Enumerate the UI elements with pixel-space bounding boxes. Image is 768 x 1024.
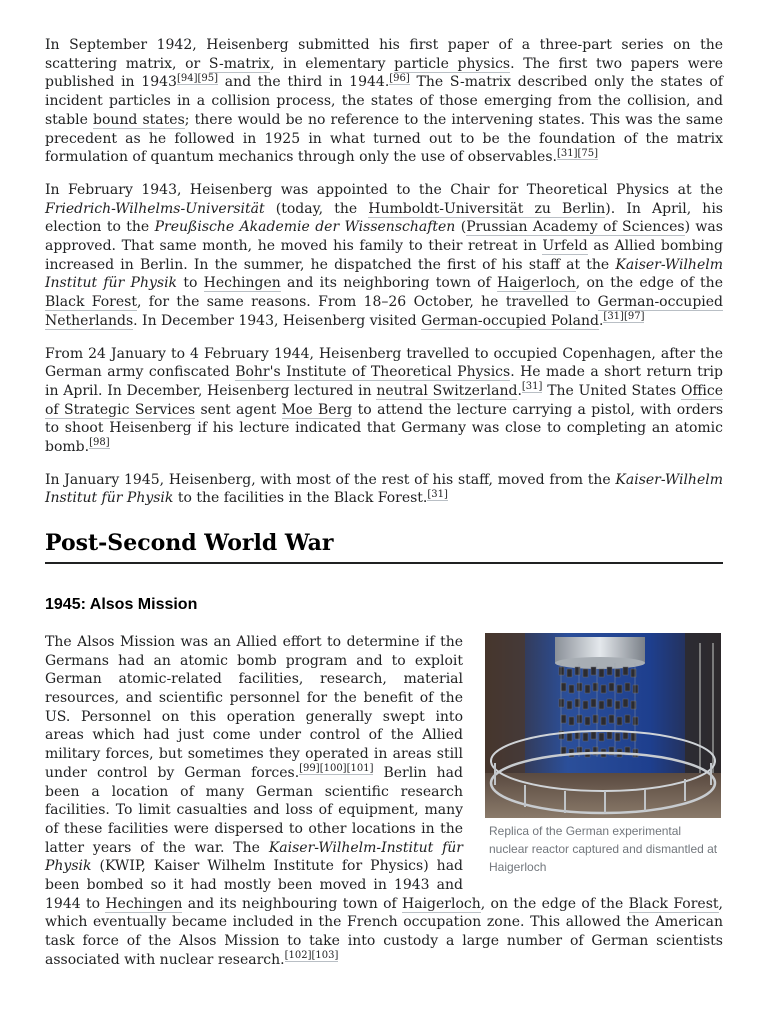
- link-humboldt-universitat[interactable]: Humboldt-Universität zu Berlin: [368, 200, 606, 217]
- link-hechingen[interactable]: Hechingen: [203, 275, 281, 292]
- link-moe-berg[interactable]: Moe Berg: [281, 401, 353, 418]
- citation-98[interactable]: [98]: [89, 437, 110, 449]
- citation-101[interactable]: [101]: [346, 763, 374, 775]
- paragraph-4: In January 1945, Heisenberg, with most of the rest of his staff, moved from the Kaiser-Wilhelm Institut für Physik to the facilities in the Black Forest.[31]: [45, 471, 723, 507]
- paragraph-1: In September 1942, Heisenberg submitted his first paper of a three-part series on the scattering matrix, or S-matrix, in elementary particle physics. The first two papers were published in 1943[94][95] and the third in 1944.[96] The S-matrix described only the states of incident particles in a collision process, the states of those emerging from the collision, and stable bound states; there would be no reference to the intervening states. This was the same precedent as he followed in 1925 in what turned out to be the foundation of the matrix formulation of quantum mechanics through only the use of observables.[31][75]: [45, 37, 724, 166]
- figure-caption: Replica of the German experimental nuclear reactor captured and dismantled at Haigerloch: [489, 823, 718, 874]
- link-hechingen[interactable]: Hechingen: [105, 895, 183, 912]
- citation-97[interactable]: [97]: [623, 311, 645, 323]
- article-body: [45, 36, 723, 984]
- citation-95[interactable]: [95]: [197, 72, 218, 84]
- citation-96[interactable]: [96]: [389, 72, 410, 84]
- link-urfeld[interactable]: Urfeld: [542, 238, 588, 255]
- reactor-replica-image[interactable]: [485, 633, 721, 818]
- link-bound-states[interactable]: bound states: [93, 111, 185, 128]
- link-neutral-switzerland[interactable]: neutral Switzerland: [376, 382, 518, 399]
- citation-94[interactable]: [94]: [176, 72, 198, 84]
- link-bohr-institute[interactable]: Bohr's Institute of Theoretical Physics: [235, 364, 511, 381]
- link-haigerloch[interactable]: Haigerloch: [402, 895, 481, 912]
- citation-102[interactable]: [102]: [284, 950, 312, 962]
- citation-103[interactable]: [103]: [311, 950, 339, 962]
- link-german-occupied-netherlands[interactable]: German-occupied Netherlands: [45, 294, 723, 329]
- link-prussian-academy[interactable]: Prussian Academy of Sciences: [466, 219, 685, 236]
- link-office-of-strategic-services[interactable]: Office of Strategic Services: [45, 382, 723, 418]
- link-black-forest[interactable]: Black Forest: [628, 895, 719, 912]
- citation-99[interactable]: [99]: [299, 763, 320, 775]
- paragraph-5: The Alsos Mission was an Allied effort to determine if the Germans had an atomic bomb program and to exploit German atomic-related facilities, research, material resources, and scientific personnel for the benefit of the US. Personnel on this operation generally swept into areas which had just come under control of the Allied military forces, but sometimes they operated in areas still under control by German forces.[99][100][101] Berlin had been a location of many German scientific research facilities. To limit casualties and loss of equipment, many of these facilities were dispersed to other locations in the latter years of the war. The Kaiser-Wilhelm-Institut für Physik (KWIP, Kaiser Wilhelm Institute for Physics) had been bombed so it had mostly been moved in 1943 and 1944 to Hechingen and its neighbouring town of Haigerloch, on the edge of the Black Forest, which eventually became included in the French occupation zone. This allowed the American task force of the Alsos Mission to take into custody a large number of German scientists associated with nuclear research.[102][103]: [45, 633, 723, 968]
- link-german-occupied-poland[interactable]: German-occupied Poland: [421, 312, 599, 329]
- citation-100[interactable]: [100]: [319, 763, 347, 775]
- citation-31[interactable]: [31]: [521, 381, 543, 393]
- citation-31[interactable]: [31]: [556, 147, 578, 159]
- citation-75[interactable]: [75]: [577, 147, 599, 159]
- link-black-forest[interactable]: Black Forest: [45, 294, 137, 311]
- link-s-matrix[interactable]: S-matrix: [208, 55, 271, 72]
- paragraph-2: In February 1943, Heisenberg was appointed to the Chair for Theoretical Physics at the Friedrich-Wilhelms-Universität (today, the Humboldt-Universität zu Berlin). In April, his election to the Preußische Akademie der Wissenschaften (Prussian Academy of Sciences) was approved. That same month, he moved his family to their retreat in Urfeld as Allied bombing increased in Berlin. In the summer, he dispatched the first of his staff at the Kaiser-Wilhelm Institut für Physik to Hechingen and its neighboring town of Haigerloch, on the edge of the Black Forest, for the same reasons. From 18–26 October, he travelled to German-occupied Netherlands. In December 1943, Heisenberg visited German-occupied Poland.[31][97]: [45, 181, 724, 329]
- link-haigerloch[interactable]: Haigerloch: [497, 275, 576, 292]
- reactor-photo-illustration: [485, 633, 721, 818]
- citation-31[interactable]: [31]: [603, 311, 624, 323]
- paragraph-3: From 24 January to 4 February 1944, Heisenberg travelled to occupied Copenhagen, after the German army confiscated Bohr's Institute of Theoretical Physics. He made a short return trip in April. In December, Heisenberg lectured in neutral Switzerland.[31] The United States Office of Strategic Services sent agent Moe Berg to attend the lecture carrying a pistol, with orders to shoot Heisenberg if his lecture indicated that Germany was close to completing an atomic bomb.[98]: [45, 345, 724, 456]
- reactor-figure: [485, 633, 723, 876]
- section-heading: Post-Second World War: [45, 530, 723, 564]
- citation-31[interactable]: [31]: [427, 488, 448, 500]
- link-particle-physics[interactable]: particle physics: [394, 55, 511, 72]
- subsection-heading: 1945: Alsos Mission: [45, 596, 198, 614]
